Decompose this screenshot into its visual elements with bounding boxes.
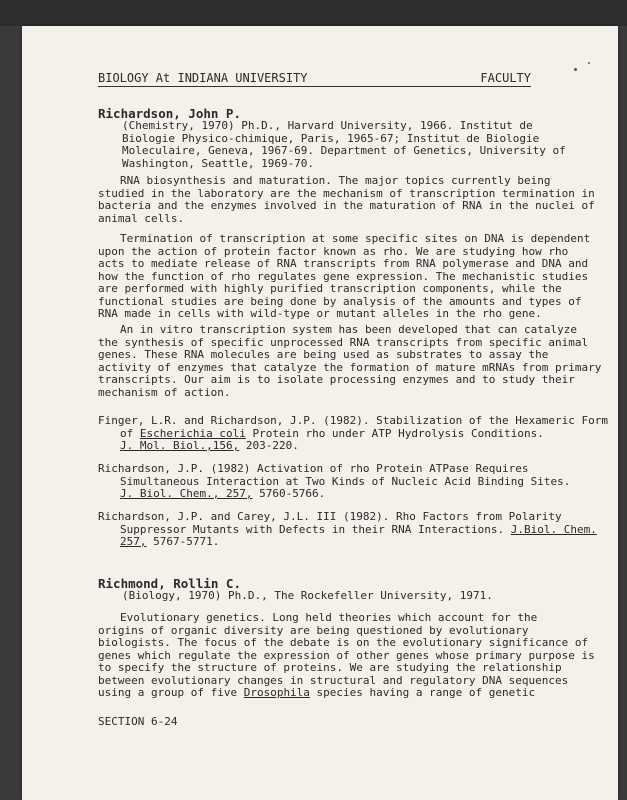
paragraph-line: genes which regulate the expression of other genes whose primary purpose is (98, 648, 595, 662)
ref-journal: J. Biol. Chem., 257, (120, 487, 253, 500)
ref-text: Protein rho under ATP Hydrolysis Conditions. (245, 426, 544, 440)
paragraph-line: functional studies are being done by analysis of the amounts and types of (98, 294, 582, 308)
reference-line: Simultaneous Interaction at Two Kinds of Nucleic Acid Binding Sites. (120, 474, 571, 488)
paragraph-line: biologists. The focus of the debate is on the evolutionary significance of (98, 636, 589, 649)
para-text: species having a range of genetic (309, 686, 536, 699)
paragraph-line: upon the action of protein factor known as rho. We are studying how rho (98, 244, 569, 258)
ref-journal: J.Biol. Chem. (510, 522, 597, 536)
credentials-line: (Chemistry, 1970) Ph.D., Harvard University, 1966. Institut de (122, 119, 533, 132)
page-header (98, 71, 531, 87)
paragraph-line: genes. These RNA molecules are being used as substrates to assay the (98, 348, 549, 361)
paragraph-line: acts to mediate release of RNA transcripts from RNA polymerase and DNA and (98, 257, 589, 270)
speck (588, 62, 590, 64)
reference-line: Richardson, J.P. (1982) Activation of rho Protein ATPase Requires (98, 462, 529, 475)
research-paragraph (98, 175, 595, 225)
credentials-line: Moleculaire, Geneva, 1967-69. Department of Genetics, University of (122, 144, 566, 157)
paragraph-line: animal cells. (98, 211, 185, 225)
ref-pages: 203-220. (239, 439, 299, 452)
publication-reference (98, 463, 570, 501)
paragraph-line: are performed with highly purified transcription components, while the (98, 282, 562, 295)
reference-line: Finger, L.R. and Richardson, J.P. (1982). Stabilization of the Hexameric Form (98, 414, 608, 427)
faculty-name: Richardson, John P. (98, 106, 241, 121)
paragraph-line: bacteria and the enzymes involved in the maturation of RNA in the nuclei of (98, 199, 595, 212)
ref-pages: 5767-5771. (146, 535, 220, 548)
ref-journal: J. Mol. Biol.,156, (120, 439, 240, 452)
credentials-line: Biologie Physico-chimique, Paris, 1965-67; Institut de Biologie (122, 131, 540, 145)
paragraph-line: RNA made in cells with wild-type or mutant alleles in the rho gene. (98, 307, 542, 320)
faculty-name: Richmond, Rollin C. (98, 576, 241, 591)
document-page (22, 26, 618, 800)
ref-text: of (120, 426, 140, 440)
header-left: BIOLOGY At INDIANA UNIVERSITY (98, 71, 308, 85)
reference-line (98, 440, 608, 453)
header-right: FACULTY (480, 71, 531, 85)
ref-species: Escherichia coli (139, 426, 246, 440)
credentials (122, 120, 566, 170)
research-paragraph (98, 233, 590, 321)
paragraph-line: studied in the laboratory are the mechanism of transcription termination in (98, 186, 595, 200)
paragraph-line: Evolutionary genetics. Long held theories which account for the (120, 611, 538, 624)
paragraph-line: activity of enzymes that catalyze the formation of mature mRNAs from primary (98, 360, 602, 374)
page-footer: SECTION 6-24 (98, 715, 178, 728)
paragraph-line: An in vitro transcription system has been developed that can catalyze (120, 323, 577, 336)
ref-pages: 5760-5766. (252, 487, 326, 500)
paragraph-line (98, 687, 595, 700)
reference-line (98, 536, 597, 549)
paragraph-line: to specify the structure of proteins. We are studying the relationship (98, 661, 562, 674)
paragraph-line: mechanism of action. (98, 385, 231, 399)
para-text: using a group of five (98, 686, 244, 699)
paragraph-line: origins of organic diversity are being questioned by evolutionary (98, 623, 529, 637)
reference-line: Richardson, J.P. and Carey, J.L. III (1982). Rho Factors from Polarity (98, 510, 562, 523)
credentials: (Biology, 1970) Ph.D., The Rockefeller University, 1971. (122, 589, 493, 602)
research-paragraph (98, 324, 601, 399)
paragraph-line: RNA biosynthesis and maturation. The major topics currently being (120, 174, 551, 187)
speck (574, 68, 577, 71)
scan-frame (0, 0, 627, 26)
research-paragraph (98, 612, 595, 700)
paragraph-line: transcripts. Our aim is to isolate processing enzymes and to study their (98, 373, 575, 386)
ref-volume: 257, (120, 535, 147, 548)
paragraph-line: Termination of transcription at some specific sites on DNA is dependent (120, 232, 591, 245)
reference-line (98, 488, 570, 501)
ref-text: Suppressor Mutants with Defects in their RNA Interactions. (120, 522, 511, 536)
species-name: Drosophila (243, 686, 310, 699)
paragraph-line: between evolutionary changes in structural and regulatory DNA sequences (98, 673, 569, 687)
publication-reference (98, 511, 597, 549)
publication-reference (98, 415, 608, 453)
paragraph-line: how the function of rho regulates gene expression. The mechanistic studies (98, 269, 589, 283)
credentials-line: Washington, Seattle, 1969-70. (122, 156, 315, 170)
paragraph-line: the synthesis of specific unprocessed RNA transcripts from specific animal (98, 335, 589, 349)
